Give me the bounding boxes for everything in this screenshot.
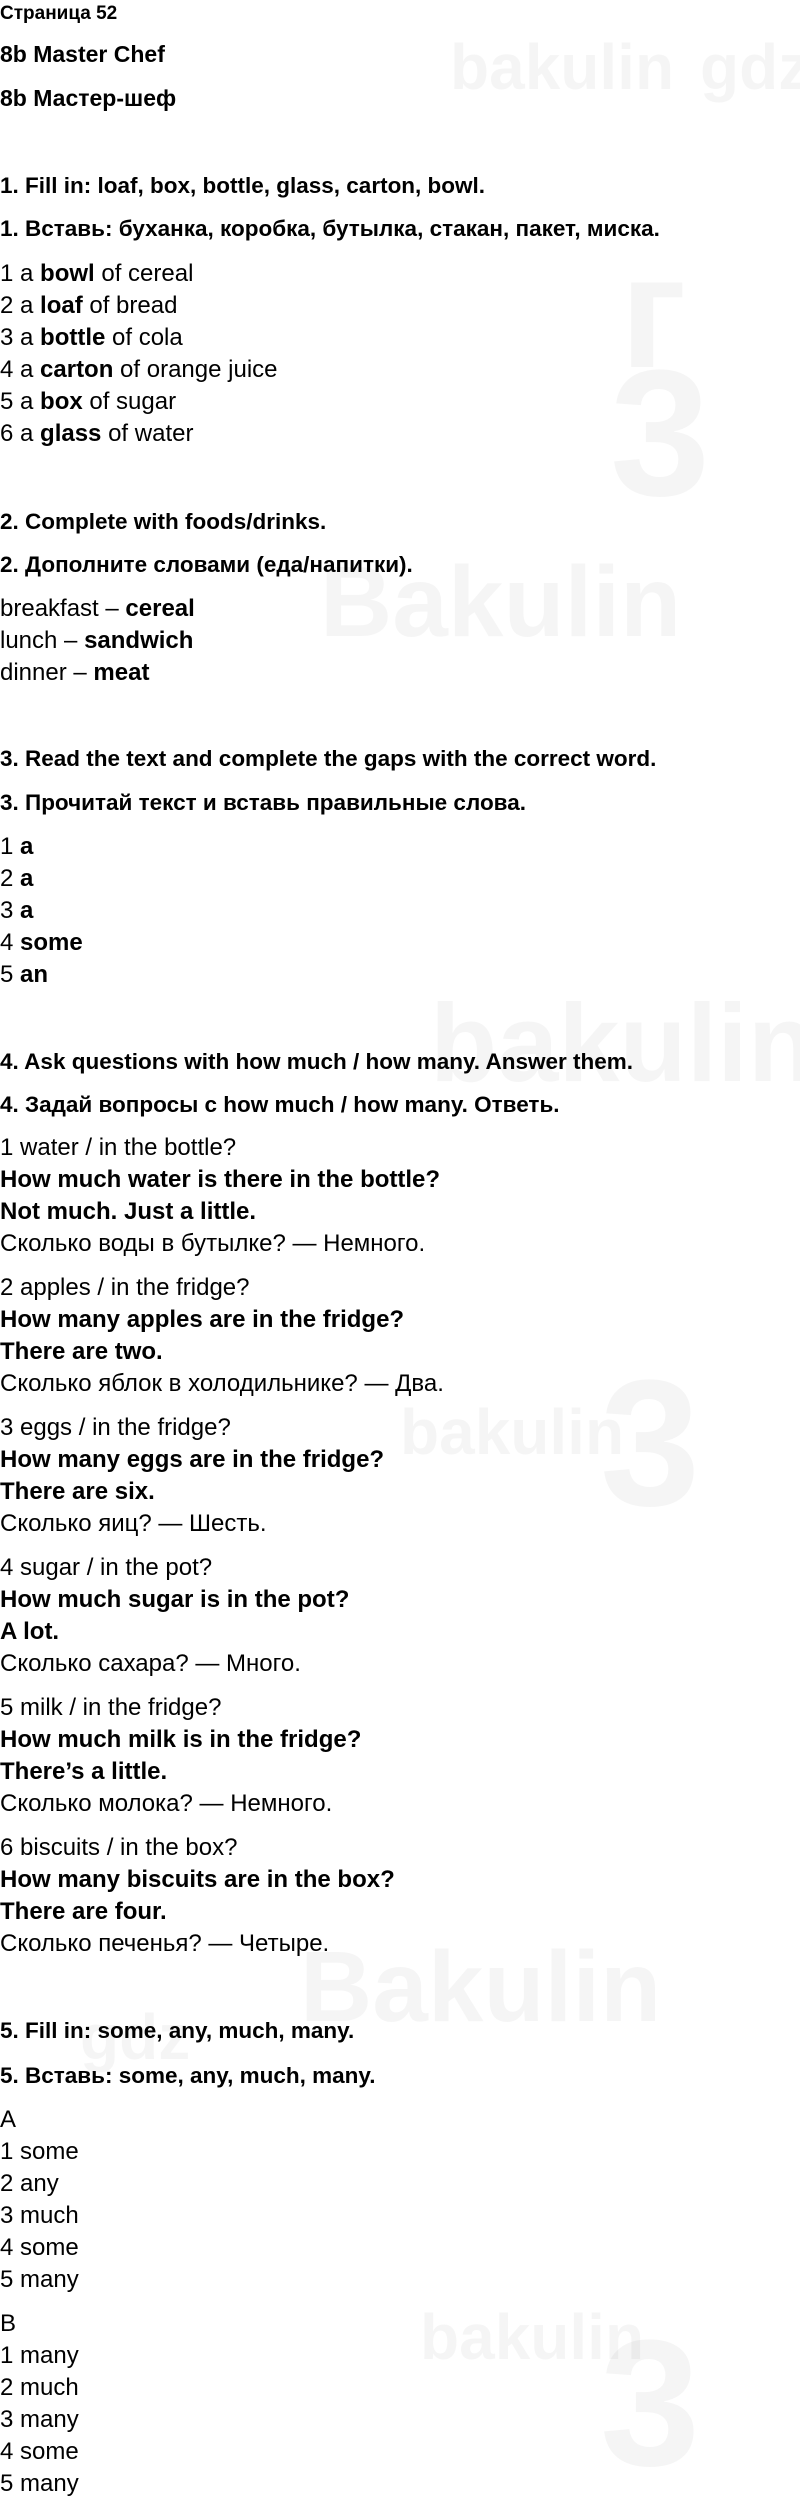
exercise-4-heading-en: 4. Ask questions with how much / how many. Answer them.: [0, 1049, 634, 1074]
exercise-4-prompt: 3 eggs / in the fridge?: [0, 1414, 231, 1441]
title-russian: 8b Мастер-шеф: [0, 85, 177, 111]
exercise-4-prompt: 5 milk / in the fridge?: [0, 1694, 222, 1721]
exercise-1-item: 5 a box of sugar: [0, 388, 177, 415]
exercise-3-item: 1 a: [0, 833, 34, 860]
exercise-5-item: 5 many: [0, 2266, 79, 2293]
exercise-2-item: dinner – meat: [0, 659, 150, 686]
exercise-5-item: 1 many: [0, 2342, 79, 2369]
exercise-4-translation: Сколько яблок в холодильнике? — Два.: [0, 1370, 444, 1397]
watermark: [420, 2300, 644, 2374]
exercise-2-heading-en: 2. Complete with foods/drinks.: [0, 509, 327, 534]
exercise-4-answer: A lot.: [0, 1618, 60, 1645]
exercise-5-item: 3 many: [0, 2406, 79, 2433]
exercise-3-item: 2 a: [0, 865, 34, 892]
watermark: [430, 980, 800, 1107]
exercise-4-question: How much sugar is in the pot?: [0, 1586, 350, 1613]
watermark: [400, 1395, 624, 1469]
exercise-5-item: 5 many: [0, 2470, 79, 2497]
exercise-1-heading-en: 1. Fill in: loaf, box, bottle, glass, carton, bowl.: [0, 173, 486, 198]
exercise-3-item: 5 an: [0, 961, 49, 988]
exercise-4-prompt: 2 apples / in the fridge?: [0, 1274, 250, 1301]
exercise-4-translation: Сколько сахара? — Много.: [0, 1650, 301, 1677]
title-english: 8b Master Chef: [0, 41, 165, 67]
exercise-5-heading-en: 5. Fill in: some, any, much, many.: [0, 2018, 355, 2043]
watermark: [450, 30, 674, 104]
exercise-5-item: 4 some: [0, 2438, 79, 2465]
watermark: [600, 2300, 700, 2507]
exercise-4-question: How many biscuits are in the box?: [0, 1866, 395, 1893]
exercise-4-answer: There are four.: [0, 1898, 167, 1925]
exercise-1-item: 1 a bowl of cereal: [0, 260, 194, 287]
exercise-5-part-a-label: A: [0, 2106, 17, 2133]
exercise-4-question: How much milk is in the fridge?: [0, 1726, 362, 1753]
exercise-4-answer: There are two.: [0, 1338, 163, 1365]
watermark: [610, 330, 710, 537]
exercise-4-prompt: 6 biscuits / in the box?: [0, 1834, 238, 1861]
exercise-5-item: 2 much: [0, 2374, 79, 2401]
exercise-4-heading-ru: 4. Задай вопросы с how much / how many. Ответь.: [0, 1092, 560, 1117]
exercise-2-item: lunch – sandwich: [0, 627, 194, 654]
exercise-4-translation: Сколько молока? — Немного.: [0, 1790, 333, 1817]
exercise-3-heading-en: 3. Read the text and complete the gaps with the correct word.: [0, 746, 657, 771]
exercise-5-item: 1 some: [0, 2138, 79, 2165]
page-number-label: Страница 52: [0, 3, 118, 24]
exercise-1-item: 6 a glass of water: [0, 420, 194, 447]
exercise-5-heading-ru: 5. Вставь: some, any, much, many.: [0, 2063, 376, 2088]
exercise-3-heading-ru: 3. Прочитай текст и вставь правильные слова.: [0, 790, 526, 815]
exercise-4-answer: There’s a little.: [0, 1758, 168, 1785]
exercise-5-part-b-label: B: [0, 2310, 17, 2337]
exercise-5-item: 3 much: [0, 2202, 79, 2229]
exercise-4-question: How many eggs are in the fridge?: [0, 1446, 385, 1473]
exercise-3-item: 4 some: [0, 929, 83, 956]
exercise-1-item: 2 a loaf of bread: [0, 292, 178, 319]
exercise-4-question: How much water is there in the bottle?: [0, 1166, 441, 1193]
exercise-4-translation: Сколько печенья? — Четыре.: [0, 1930, 330, 1957]
exercise-4-answer: There are six.: [0, 1478, 155, 1505]
exercise-4-translation: Сколько воды в бутылке? — Немного.: [0, 1230, 426, 1257]
exercise-2-item: breakfast – cereal: [0, 595, 195, 622]
exercise-4-prompt: 1 water / in the bottle?: [0, 1134, 237, 1161]
watermark: [600, 1340, 700, 1547]
exercise-2-heading-ru: 2. Дополните словами (еда/напитки).: [0, 552, 413, 577]
watermark: [620, 220, 687, 404]
exercise-4-translation: Сколько яиц? — Шесть.: [0, 1510, 267, 1537]
exercise-5-item: 2 any: [0, 2170, 59, 2197]
exercise-1-heading-ru: 1. Вставь: буханка, коробка, бутылка, стакан, пакет, миска.: [0, 216, 660, 241]
exercise-4-prompt: 4 sugar / in the pot?: [0, 1554, 213, 1581]
watermark: [700, 30, 800, 104]
exercise-5-item: 4 some: [0, 2234, 79, 2261]
exercise-4-answer: Not much. Just a little.: [0, 1198, 257, 1225]
exercise-3-item: 3 a: [0, 897, 34, 924]
exercise-4-question: How many apples are in the fridge?: [0, 1306, 405, 1333]
exercise-1-item: 4 a carton of orange juice: [0, 356, 278, 383]
exercise-1-item: 3 a bottle of cola: [0, 324, 183, 351]
